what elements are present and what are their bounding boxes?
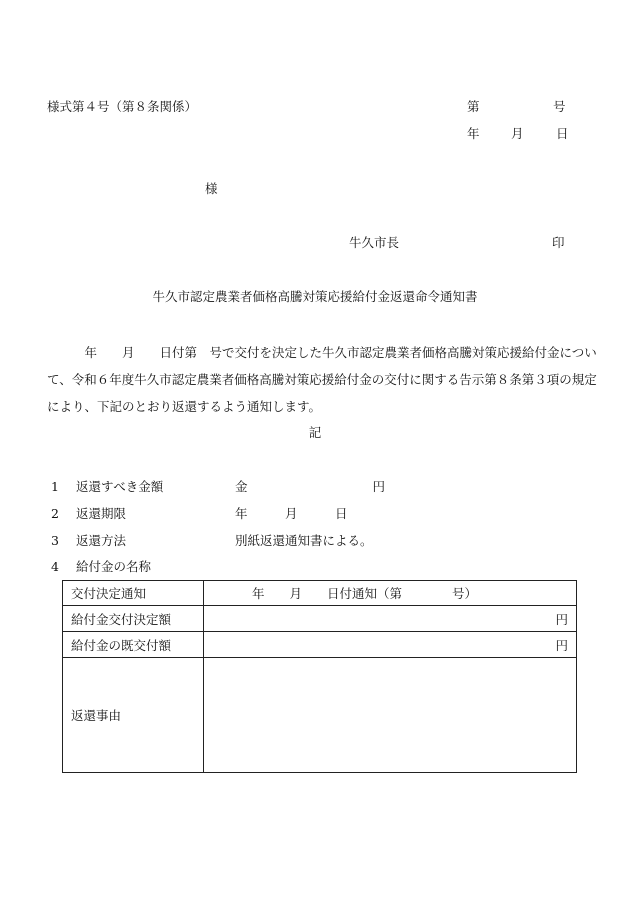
- sender-name: 牛久市長: [349, 235, 400, 250]
- table-value-cell: 円: [204, 632, 577, 658]
- item-label: 返還方法: [76, 533, 127, 548]
- table-value-cell: 円: [204, 606, 577, 632]
- table-label-cell: 返還事由: [63, 658, 204, 773]
- date-month: 月: [511, 126, 524, 141]
- item-label: 返還すべき金額: [76, 479, 164, 494]
- document-title: 牛久市認定農業者価格高騰対策応援給付金返還命令通知書: [152, 289, 478, 304]
- table-row: [63, 658, 577, 773]
- table-row: [63, 581, 577, 606]
- item-value: 年 月 日: [235, 506, 348, 521]
- document-number-suffix: 号: [553, 99, 566, 114]
- item-value: 別紙返還通知書による。: [235, 533, 373, 548]
- table-value-cell: [204, 658, 577, 773]
- item-value: 金 円: [235, 479, 386, 494]
- table-row: [63, 632, 577, 658]
- document-number-prefix: 第: [467, 99, 480, 114]
- ki-marker: 記: [308, 425, 322, 440]
- table-row: [63, 606, 577, 632]
- item-label: 返還期限: [76, 506, 127, 521]
- item-number: 3: [51, 533, 59, 548]
- item-label: 給付金の名称: [76, 559, 152, 574]
- form-label: 様式第４号（第８条関係）: [47, 99, 198, 114]
- seal-mark: 印: [552, 235, 565, 250]
- body-paragraph: 年 月 日付第 号で交付を決定した牛久市認定農業者価格高騰対策応援給付金について、令和６年度牛久市認定農業者価格高騰対策応援給付金の交付に関する告示第８条第３項の規定により、下記のとおり返還するよう通知します。: [47, 345, 597, 414]
- item-number: 1: [51, 479, 59, 494]
- addressee-honorific: 様: [205, 181, 218, 196]
- benefit-details-table: [62, 580, 577, 773]
- table-label-cell: 交付決定通知: [63, 581, 204, 606]
- table-value-cell: 年 月 日付通知（第 号）: [204, 581, 577, 606]
- table-label-cell: 給付金の既交付額: [63, 632, 204, 658]
- item-number: 4: [51, 559, 59, 574]
- table-label-cell: 給付金交付決定額: [63, 606, 204, 632]
- date-day: 日: [556, 126, 569, 141]
- item-number: 2: [51, 506, 59, 521]
- date-year: 年: [467, 126, 480, 141]
